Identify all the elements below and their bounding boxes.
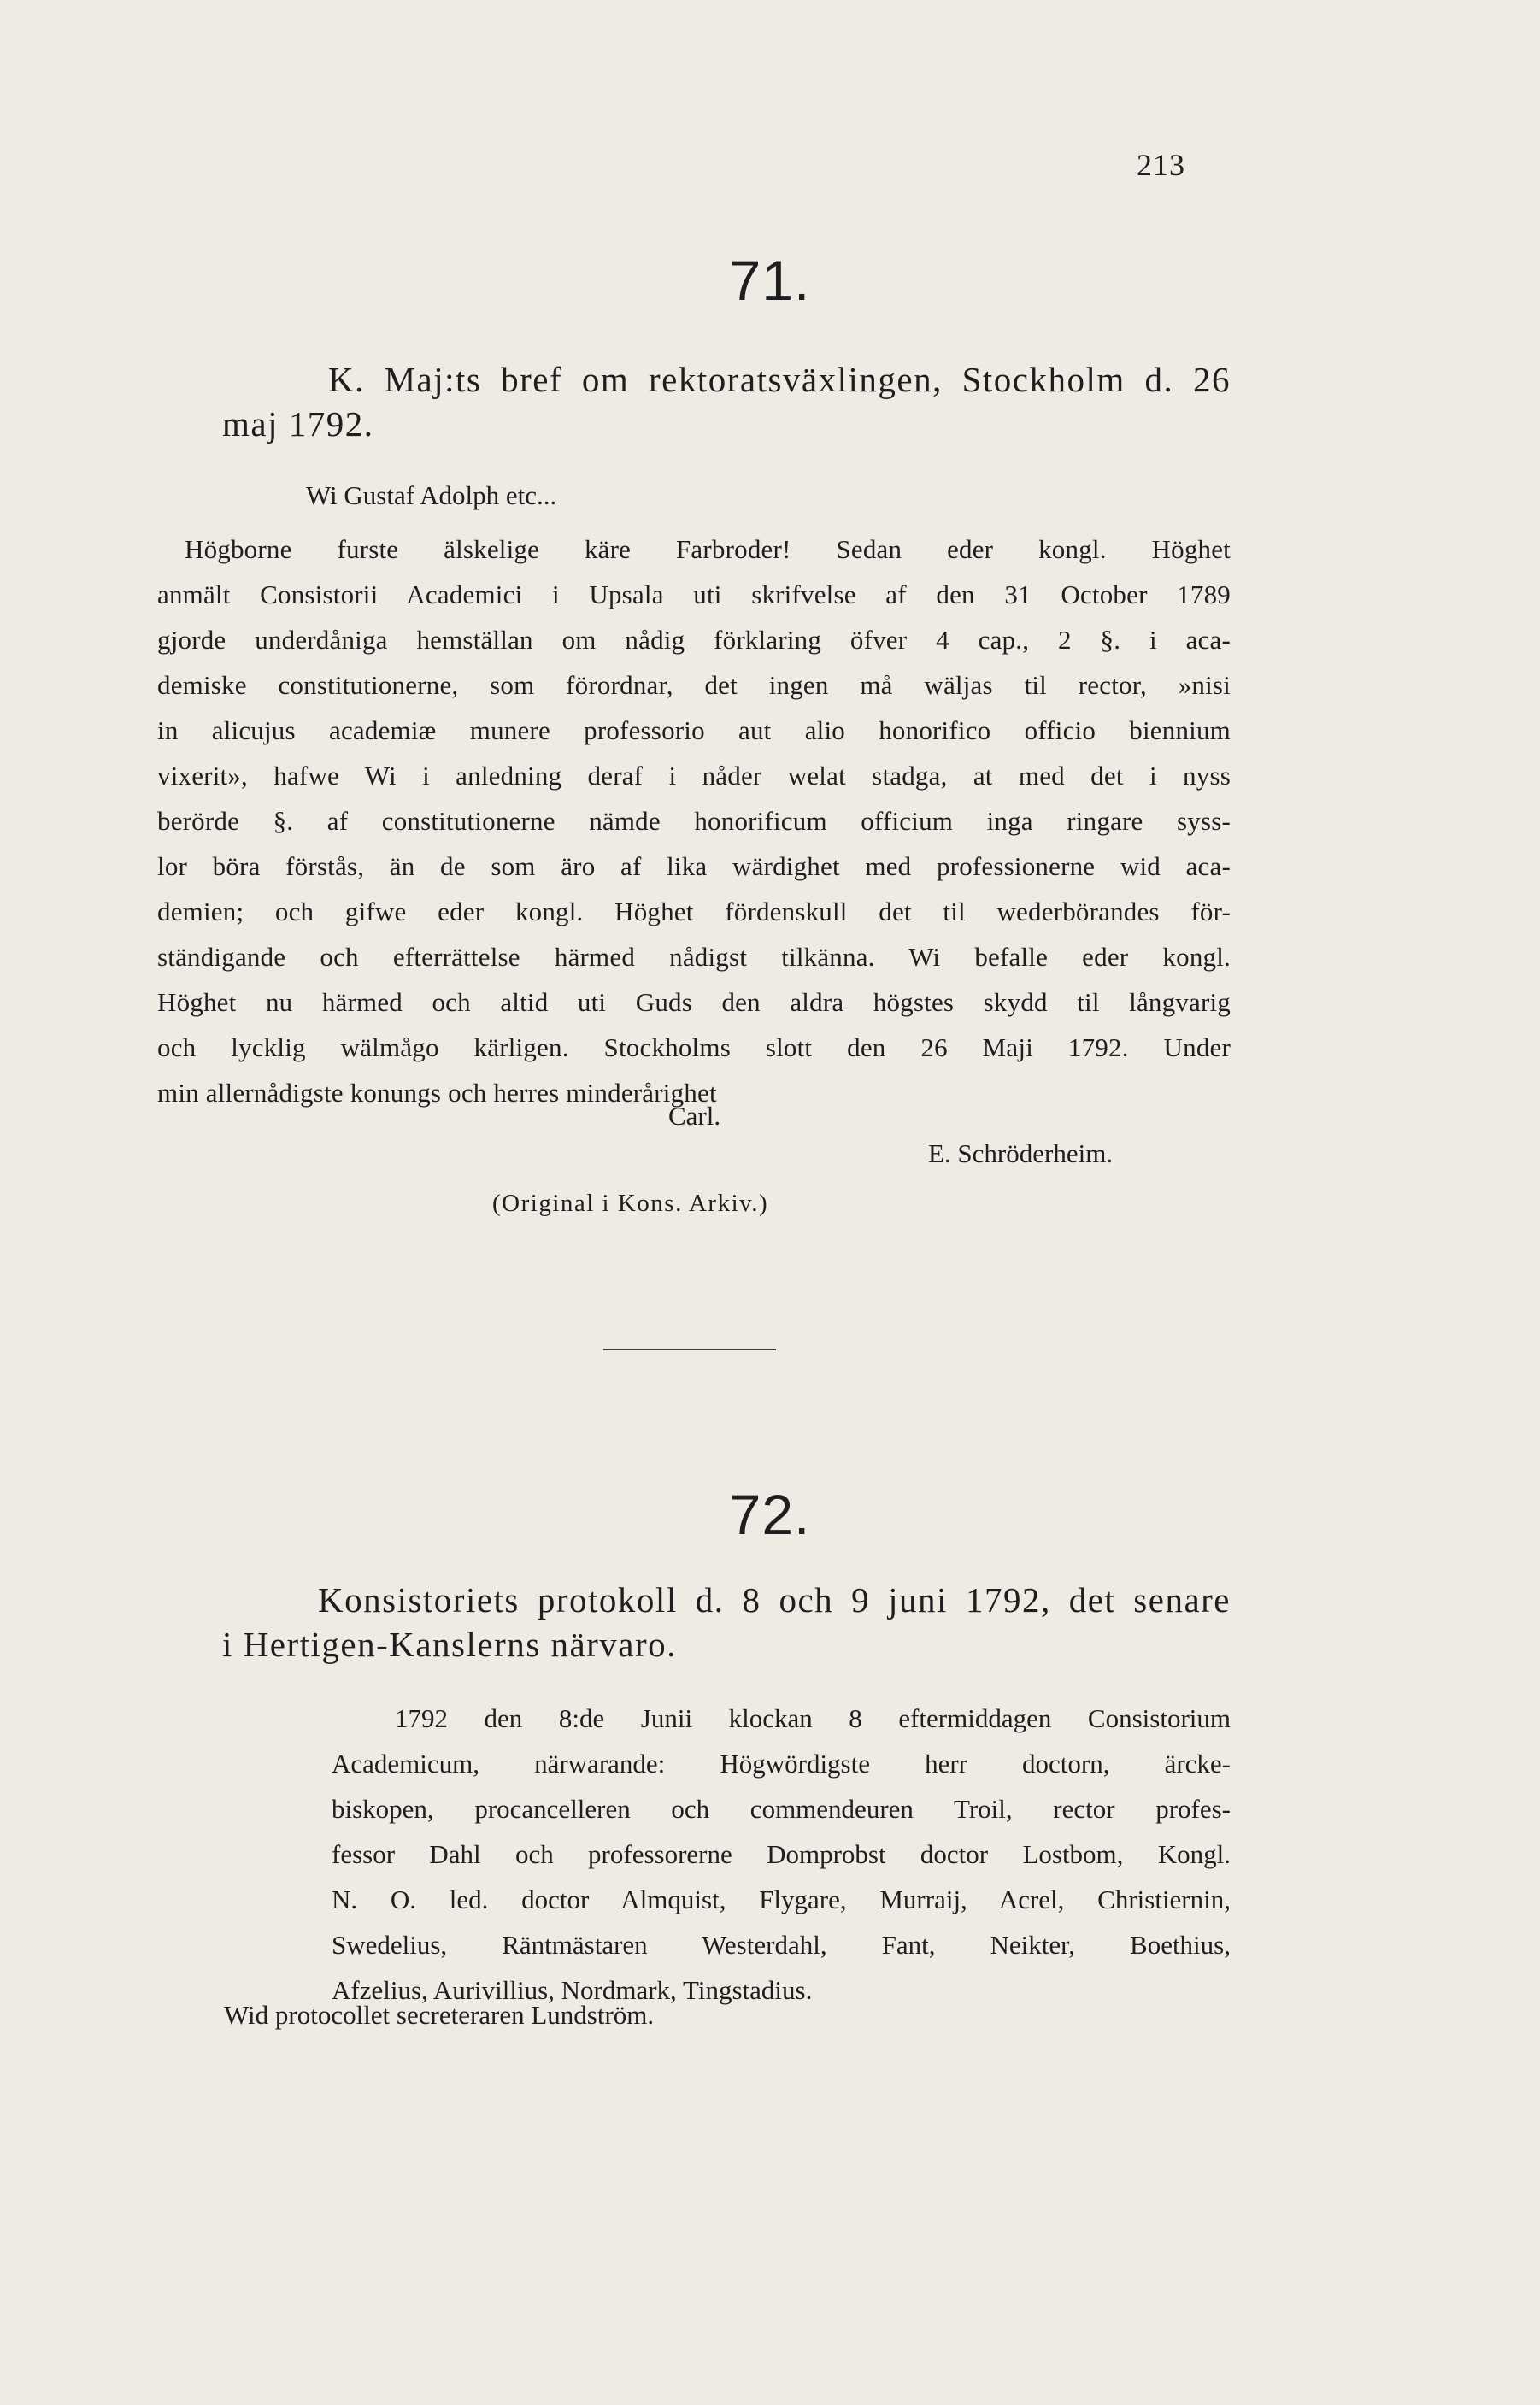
body-line: anmält Consistorii Academici i Upsala uti skrifvelse af den 31 October 1789 [157, 579, 1231, 609]
body-line: Afzelius, Aurivillius, Nordmark, Tingstadius. [332, 1975, 813, 2005]
body-line: Academicum, närwarande: Högwördigste herr doctorn, ärcke- [332, 1749, 1231, 1779]
source-note: (Original i Kons. Arkiv.) [492, 1190, 769, 1217]
body-line: 1792 den 8:de Junii klockan 8 eftermiddagen Consistorium [395, 1703, 1231, 1733]
section-72-title-line: i Hertigen-Kanslerns närvaro. [222, 1625, 677, 1664]
body-line: ständigande och efterrättelse härmed nådigst tilkänna. Wi befalle eder kongl. [157, 942, 1231, 972]
body-line: demien; och gifwe eder kongl. Höghet fördenskull det til wederbörandes för- [157, 897, 1231, 926]
body-line: biskopen, procancelleren och commendeuren Troil, rector profes- [332, 1794, 1231, 1824]
body-line: berörde §. af constitutionerne nämde honorificum officium inga ringare syss- [157, 806, 1231, 836]
section-divider [603, 1349, 776, 1350]
body-line: lor böra förstås, än de som äro af lika wärdighet med professionerne wid aca- [157, 851, 1231, 881]
section-71-body [157, 526, 1231, 1115]
protocol-closing-line: Wid protocollet secreteraren Lundström. [224, 2000, 655, 2030]
section-71-number: 71. [729, 249, 811, 312]
signature-carl: Carl. [668, 1101, 721, 1131]
section-71-title [222, 357, 1231, 446]
section-72-number: 72. [729, 1483, 811, 1546]
body-line: gjorde underdåniga hemställan om nådig förklaring öfver 4 cap., 2 §. i aca- [157, 625, 1231, 655]
body-line: vixerit», hafwe Wi i anledning deraf i nåder welat stadga, at med det i nyss [157, 761, 1231, 791]
page-number: 213 [1137, 148, 1185, 182]
section-72-title [222, 1578, 1231, 1667]
body-line: min allernådigste konungs och herres minderårighet [157, 1078, 717, 1108]
body-line: demiske constitutionerne, som förordnar, det ingen må wäljas til rector, »nisi [157, 670, 1231, 700]
body-line: in alicujus academiæ munere professorio aut alio honorifico officio biennium [157, 715, 1231, 745]
body-line: och lycklig wälmågo kärligen. Stockholms slott den 26 Maji 1792. Under [157, 1032, 1231, 1062]
body-line: Högborne furste älskelige käre Farbroder! Sedan eder kongl. Höghet [185, 534, 1231, 564]
signature-schroderheim: E. Schröderheim. [928, 1138, 1114, 1168]
section-71-title-line: K. Maj:ts bref om rektoratsväxlingen, Stockholm d. 26 [328, 360, 1231, 399]
body-line: fessor Dahl och professorerne Domprobst doctor Lostbom, Kongl. [332, 1839, 1231, 1869]
section-71-title-line: maj 1792. [222, 404, 374, 444]
body-line: Höghet nu härmed och altid uti Guds den aldra högstes skydd til långvarig [157, 987, 1231, 1017]
body-line: Swedelius, Räntmästaren Westerdahl, Fant, Neikter, Boethius, [332, 1930, 1231, 1960]
body-line: N. O. led. doctor Almquist, Flygare, Murraij, Acrel, Christiernin, [332, 1885, 1231, 1914]
section-72-body [332, 1696, 1231, 2013]
section-72-title-line: Konsistoriets protokoll d. 8 och 9 juni 1792, det senare [318, 1580, 1231, 1620]
salutation: Wi Gustaf Adolph etc... [306, 480, 557, 510]
